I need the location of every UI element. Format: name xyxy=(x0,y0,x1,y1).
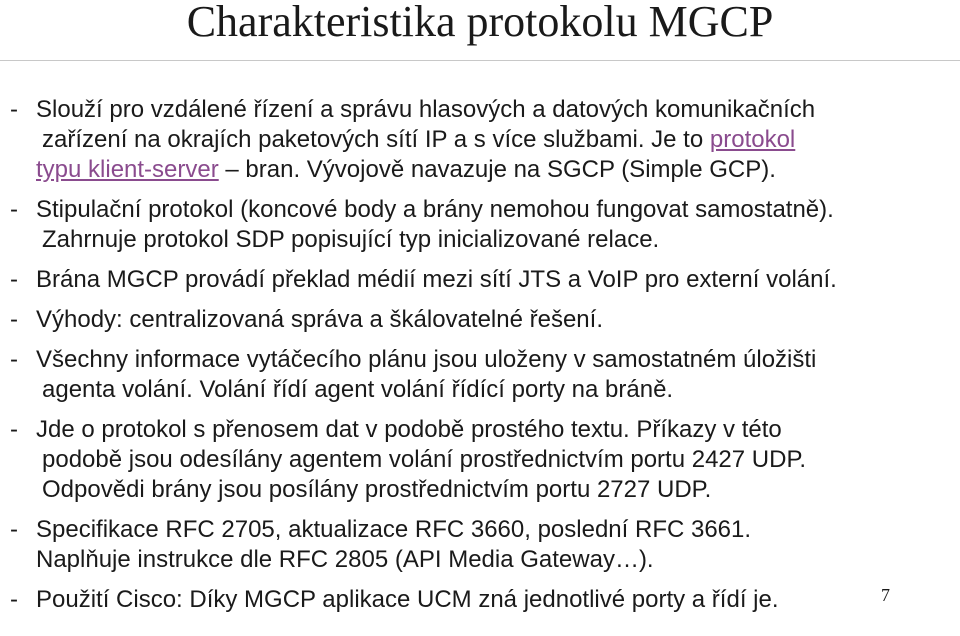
bullet-item-6 xyxy=(10,415,945,505)
bullet-dash: - xyxy=(10,346,18,373)
bullet-list xyxy=(10,95,945,625)
bullet-1-line-2 xyxy=(36,125,945,155)
slide-title: Charakteristika protokolu MGCP xyxy=(186,0,774,46)
protokol-link[interactable]: protokol xyxy=(709,126,796,153)
bullet-item-8 xyxy=(10,585,945,615)
client-server-link[interactable]: typu klient-server xyxy=(36,156,219,183)
bullet-6-line-1: Jde o protokol s přenosem dat v podobě prostého textu. Příkazy v této xyxy=(36,416,782,443)
bullet-3-line-1: Brána MGCP provádí překlad médií mezi sítí JTS a VoIP pro externí volání. xyxy=(36,266,837,293)
bullet-1-line-3 xyxy=(36,155,945,185)
bullet-1-line-1: Slouží pro vzdálené řízení a správu hlasových a datových komunikačních xyxy=(36,96,816,123)
bullet-1-line-2-text: zařízení na okrajích paketových sítí IP a s více službami. Je to xyxy=(42,126,710,153)
bullet-item-2 xyxy=(10,195,945,255)
title-divider xyxy=(0,60,960,61)
bullet-dash: - xyxy=(10,416,18,443)
bullet-5-line-2: agenta volání. Volání řídí agent volání řídící porty na bráně. xyxy=(42,376,674,403)
bullet-item-1 xyxy=(10,95,945,185)
bullet-5-line-1: Všechny informace vytáčecího plánu jsou uloženy v samostatném úložišti xyxy=(36,346,817,373)
bullet-2-line-1: Stipulační protokol (koncové body a brány nemohou fungovat samostatně). xyxy=(36,196,834,223)
bullet-7-line-1: Specifikace RFC 2705, aktualizace RFC 3660, poslední RFC 3661. xyxy=(36,516,752,543)
bullet-8-line-1: Použití Cisco: Díky MGCP aplikace UCM zná jednotlivé porty a řídí je. xyxy=(36,586,779,613)
bullet-item-5 xyxy=(10,345,945,405)
bullet-4-line-1: Výhody: centralizovaná správa a škálovatelné řešení. xyxy=(36,306,603,333)
bullet-dash: - xyxy=(10,196,18,223)
bullet-7-line-2: Naplňuje instrukce dle RFC 2805 (API Media Gateway…). xyxy=(36,546,654,573)
bullet-2-line-2: Zahrnuje protokol SDP popisující typ inicializované relace. xyxy=(42,226,660,253)
bullet-dash: - xyxy=(10,516,18,543)
bullet-item-3 xyxy=(10,265,945,295)
bullet-6-line-3: Odpovědi brány jsou posílány prostřednictvím portu 2727 UDP. xyxy=(42,476,712,503)
slide-number: 7 xyxy=(881,585,890,605)
bullet-dash: - xyxy=(10,96,18,123)
bullet-item-4 xyxy=(10,305,945,335)
bullet-dash: - xyxy=(10,306,18,333)
bullet-dash: - xyxy=(10,586,18,613)
bullet-item-7 xyxy=(10,515,945,575)
bullet-dash: - xyxy=(10,266,18,293)
bullet-1-line-3-text: – bran. Vývojově navazuje na SGCP (Simple GCP). xyxy=(218,156,776,183)
bullet-6-line-2: podobě jsou odesílány agentem volání prostřednictvím portu 2427 UDP. xyxy=(42,446,807,473)
